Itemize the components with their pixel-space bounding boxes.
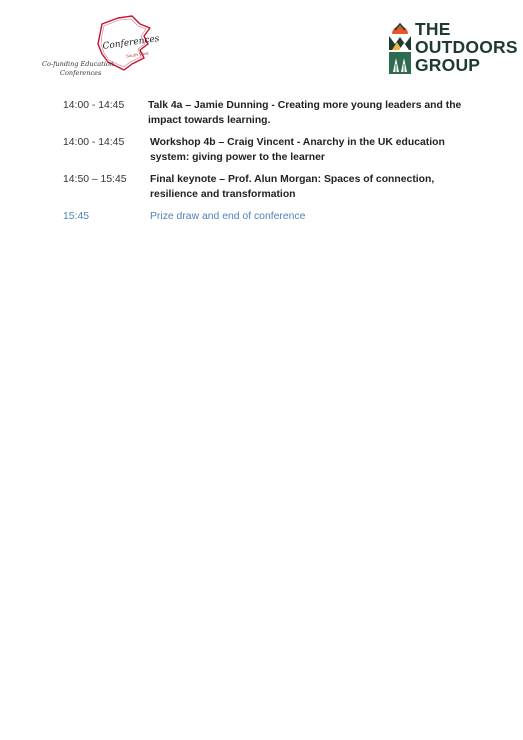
schedule-description: Final keynote – Prof. Alun Morgan: Spaces of connection, resilience and transformation <box>150 174 435 200</box>
logo-tagline-line2: Conferences <box>60 69 102 77</box>
logo-tagline-line1: Co-funding Education <box>42 60 114 68</box>
outdoors-group-wordmark <box>415 20 518 74</box>
schedule-description: Prize draw and end of conference <box>150 211 306 222</box>
schedule-row <box>63 136 473 165</box>
schedule-description: Talk 4a – Jamie Dunning - Creating more young leaders and the impact towards learning. <box>148 100 462 126</box>
schedule-row <box>63 99 473 128</box>
logo-title: Conferences <box>102 34 161 52</box>
wordmark-line1: THE <box>415 19 451 39</box>
outdoors-emblem-icon <box>389 20 411 74</box>
schedule-time: 14:50 – 15:45 <box>63 174 127 185</box>
wordmark-line3: GROUP <box>415 55 481 75</box>
schedule-list <box>63 99 473 233</box>
schedule-time: 15:45 <box>63 211 90 222</box>
the-outdoors-group-logo <box>389 19 518 76</box>
logo-subtitle: South West <box>125 50 150 59</box>
schedule-time: 14:00 - 14:45 <box>63 137 125 148</box>
schedule-description: Workshop 4b – Craig Vincent - Anarchy in the UK education system: giving power to the learner <box>150 137 445 163</box>
schedule-time: 14:00 - 14:45 <box>63 100 125 111</box>
schedule-row-closing <box>63 210 473 225</box>
conferences-south-west-logo <box>40 14 164 78</box>
wordmark-line2: OUTDOORS <box>415 37 518 57</box>
schedule-row <box>63 173 473 202</box>
